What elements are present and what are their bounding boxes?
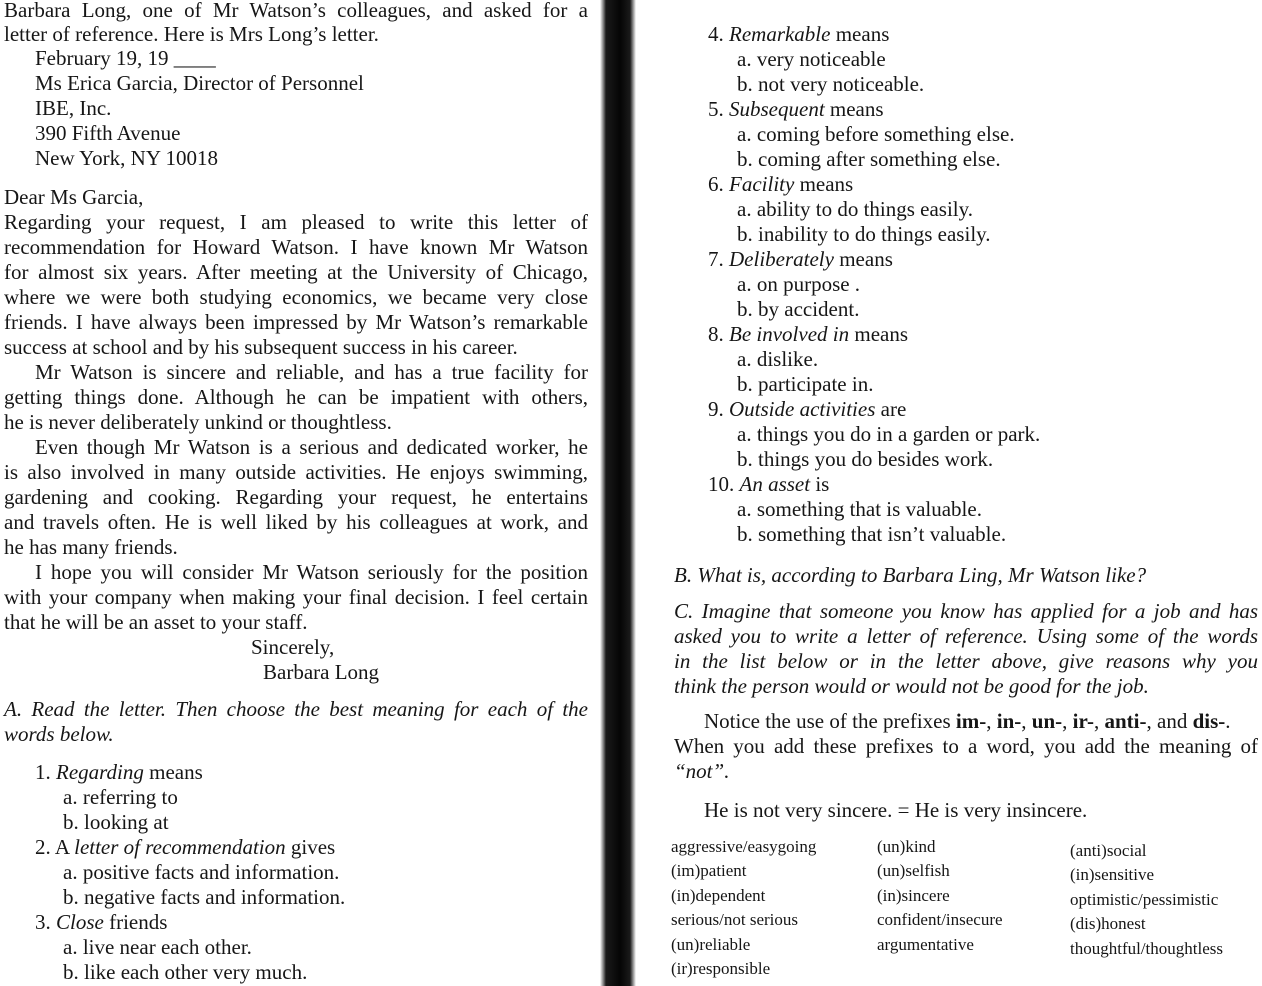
exercise-c-instruction: in the list below or in the letter above, give reasons why you	[674, 649, 1258, 673]
question-pre: A	[54, 835, 75, 859]
question-number: 10.	[708, 472, 735, 496]
body-line: with your company when making your final decision. I feel certain	[4, 585, 588, 609]
question-item	[708, 472, 829, 497]
prefix-note-line	[704, 709, 1231, 734]
option-b: b. inability to do things easily.	[737, 222, 991, 246]
option-b: b. something that isn’t valuable.	[737, 522, 1007, 546]
word-list-item: (im)patient	[671, 861, 747, 880]
body-line: and travels often. He is well liked by his colleagues at work, and	[4, 510, 588, 534]
option-b: b. not very noticeable.	[737, 72, 925, 96]
word-list-item: (anti)social	[1070, 841, 1147, 860]
address-line: New York, NY 10018	[35, 146, 218, 170]
right-page	[640, 0, 1262, 986]
exercise-c-instruction: asked you to write a letter of reference. Using some of the words	[674, 624, 1258, 648]
exercise-a-instruction: A. Read the letter. Then choose the best meaning for each of the	[4, 697, 588, 721]
question-term: Close	[56, 910, 104, 934]
word-list-item: (un)selfish	[877, 861, 950, 880]
word-list-item: optimistic/pessimistic	[1070, 890, 1219, 909]
prefix-un: un-	[1031, 709, 1063, 733]
option-a: a. on purpose .	[737, 272, 861, 296]
question-term: Outside activities	[729, 397, 876, 421]
prefix-note-line: “not”.	[674, 759, 730, 783]
prefix-ir: ir-	[1072, 709, 1094, 733]
option-a: a. live near each other.	[63, 935, 252, 959]
question-post: means	[833, 247, 893, 271]
option-a: a. referring to	[63, 785, 178, 809]
word-list-item: aggressive/easygoing	[671, 837, 817, 856]
question-term: letter of recommendation	[74, 835, 286, 859]
exercise-a-instruction: words below.	[4, 722, 114, 746]
body-line: Regarding your request, I am pleased to write this letter of	[4, 210, 588, 234]
question-post: means	[824, 97, 884, 121]
signature: Barbara Long	[263, 660, 380, 684]
question-number: 9.	[708, 397, 724, 421]
address-line: 390 Fifth Avenue	[35, 121, 181, 145]
address-line: IBE, Inc.	[35, 96, 112, 120]
question-post: gives	[285, 835, 336, 859]
intro-line: letter of reference. Here is Mrs Long’s letter.	[4, 22, 379, 46]
option-b: b. by accident.	[737, 297, 860, 321]
letter-date: February 19, 19 ____	[35, 46, 216, 70]
word-list-item: confident/insecure	[877, 910, 1003, 929]
question-term: Facility	[729, 172, 795, 196]
question-number: 6.	[708, 172, 724, 196]
question-term: Be involved in	[729, 322, 850, 346]
prefix-im: im-	[955, 709, 987, 733]
question-number: 4.	[708, 22, 724, 46]
option-b: b. participate in.	[737, 372, 874, 396]
word-list-item: (un)reliable	[671, 935, 751, 954]
question-term: Subsequent	[729, 97, 825, 121]
body-line: for almost six years. After meeting at the University of Chicago,	[4, 260, 588, 284]
body-line: he has many friends.	[4, 535, 178, 559]
option-a: a. coming before something else.	[737, 122, 1015, 146]
word-list-item: (in)sincere	[877, 886, 950, 905]
body-line: I hope you will consider Mr Watson seriously for the position	[35, 560, 588, 584]
prefix-note-text: Notice the use of the prefixes	[704, 709, 956, 733]
body-line: is also involved in many outside activities. He enjoys swimming,	[4, 460, 588, 484]
question-item	[708, 172, 853, 197]
question-post: means	[830, 22, 890, 46]
prefix-note-line: When you add these prefixes to a word, you add the meaning of	[674, 734, 1258, 758]
question-item	[708, 97, 884, 122]
book-spine-shadow	[600, 0, 636, 986]
body-line: Mr Watson is sincere and reliable, and has a true facility for	[35, 360, 588, 384]
body-line: gardening and cooking. Regarding your request, he entertains	[4, 485, 588, 509]
word-list-item: (ir)responsible	[671, 959, 771, 978]
question-number: 1.	[35, 760, 51, 784]
word-list-item: (un)kind	[877, 837, 936, 856]
word-list-item: (in)sensitive	[1070, 865, 1155, 884]
body-line: recommendation for Howard Watson. I have known Mr Watson	[4, 235, 588, 259]
prefix-note-end: .	[1225, 709, 1231, 733]
question-number: 3.	[35, 910, 51, 934]
question-number: 7.	[708, 247, 724, 271]
question-number: 8.	[708, 322, 724, 346]
question-post: is	[810, 472, 830, 496]
prefix-in: in-	[996, 709, 1022, 733]
prefix-dis: dis-	[1192, 709, 1226, 733]
prefix-separator: ,	[986, 709, 997, 733]
option-b: b. coming after something else.	[737, 147, 1001, 171]
word-list-item: argumentative	[877, 935, 974, 954]
body-line: Even though Mr Watson is a serious and dedicated worker, he	[35, 435, 588, 459]
word-list-item: (in)dependent	[671, 886, 766, 905]
word-list-item: serious/not serious	[671, 910, 799, 929]
question-post: friends	[103, 910, 168, 934]
question-number: 2.	[35, 835, 51, 859]
option-b: b. looking at	[63, 810, 169, 834]
question-post: are	[875, 397, 907, 421]
question-item	[35, 835, 335, 860]
left-page	[0, 0, 598, 986]
option-a: a. very noticeable	[737, 47, 886, 71]
salutation: Dear Ms Garcia,	[4, 185, 144, 209]
prefix-separator: ,	[1094, 709, 1105, 733]
word-list-item: (dis)honest	[1070, 914, 1146, 933]
body-line: where we were both studying economics, we became very close	[4, 285, 588, 309]
closing: Sincerely,	[251, 635, 335, 659]
question-number: 5.	[708, 97, 724, 121]
prefix-separator: ,	[1062, 709, 1073, 733]
exercise-c-instruction: think the person would or would not be good for the job.	[674, 674, 1149, 698]
option-a: a. dislike.	[737, 347, 819, 371]
address-line: Ms Erica Garcia, Director of Personnel	[35, 71, 364, 95]
option-b: b. negative facts and information.	[63, 885, 346, 909]
option-a: a. something that is valuable.	[737, 497, 982, 521]
word-list-item: thoughtful/thoughtless	[1070, 939, 1223, 958]
option-b: b. like each other very much.	[63, 960, 308, 984]
question-item	[35, 760, 203, 785]
prefix-separator: ,	[1021, 709, 1032, 733]
question-item	[708, 397, 906, 422]
question-post: means	[794, 172, 854, 196]
question-item	[35, 910, 167, 935]
prefix-anti: anti-	[1104, 709, 1147, 733]
question-term: Regarding	[56, 760, 144, 784]
option-a: a. ability to do things easily.	[737, 197, 974, 221]
question-item	[708, 247, 893, 272]
question-item	[708, 322, 908, 347]
question-term: Deliberately	[729, 247, 834, 271]
exercise-b-question: B. What is, according to Barbara Ling, Mr Watson like?	[674, 563, 1147, 587]
question-post: means	[849, 322, 909, 346]
prefix-separator: , and	[1146, 709, 1193, 733]
body-line: friends. I have always been impressed by Mr Watson’s remarkable	[4, 310, 588, 334]
body-line: he is never deliberately unkind or thoughtless.	[4, 410, 392, 434]
option-a: a. positive facts and information.	[63, 860, 340, 884]
question-term: Remarkable	[729, 22, 831, 46]
body-line: getting things done. Although he can be impatient with others,	[4, 385, 588, 409]
exercise-c-instruction: C. Imagine that someone you know has applied for a job and has	[674, 599, 1258, 623]
example-sentence: He is not very sincere. = He is very insincere.	[704, 798, 1088, 822]
option-a: a. things you do in a garden or park.	[737, 422, 1041, 446]
question-post: means	[143, 760, 203, 784]
body-line: success at school and by his subsequent success in his career.	[4, 335, 518, 359]
intro-line: Barbara Long, one of Mr Watson’s colleagues, and asked for a	[4, 0, 588, 22]
question-item	[708, 22, 889, 47]
option-b: b. things you do besides work.	[737, 447, 994, 471]
body-line: that he will be an asset to your staff.	[4, 610, 308, 634]
question-term: An asset	[739, 472, 811, 496]
